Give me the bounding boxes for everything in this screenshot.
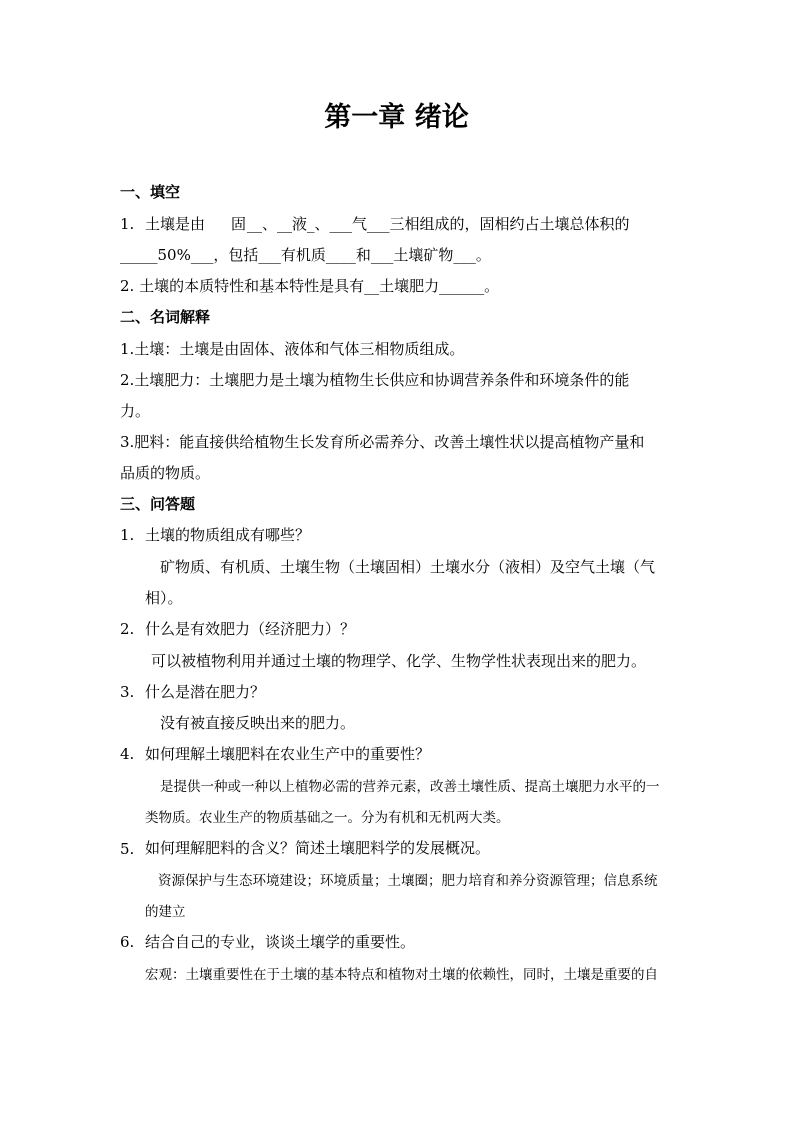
qa-a5-l2: 的建立 <box>145 904 186 920</box>
term-soil: 1.土壤：土壤是由固体、液体和气体三相物质组成。 <box>120 340 465 358</box>
fill-q1-line2: _____50%___，包括___有机质____和___土壤矿物___。 <box>120 246 491 264</box>
section-heading-qa: 三、问答题 <box>120 495 196 513</box>
qa-q2-number: 2. <box>120 620 135 638</box>
qa-q5: 如何理解肥料的含义？简述土壤肥料学的发展概况。 <box>145 839 491 857</box>
fill-q2: 2. 土壤的本质特性和基本特性是具有__土壤肥力______。 <box>120 277 500 295</box>
qa-q3: 什么是潜在肥力？ <box>145 683 266 701</box>
term-fertilizer-l2: 品质的物质。 <box>120 464 211 482</box>
qa-q4-number: 4. <box>120 745 135 763</box>
fill-q1-text-c: __、__液_、___气___三相组成的，固相约占土壤总体积的 <box>247 215 630 233</box>
qa-q1-number: 1. <box>120 526 135 544</box>
qa-q1: 土壤的物质组成有哪些？ <box>145 526 311 544</box>
qa-q5-number: 5. <box>120 840 135 858</box>
qa-q6: 结合自己的专业，谈谈土壤学的重要性。 <box>145 933 416 951</box>
qa-q3-number: 3. <box>120 683 135 701</box>
qa-q2: 什么是有效肥力（经济肥力）？ <box>145 620 356 638</box>
qa-a5-l1: 资源保护与生态环境建设；环境质量；土壤圈；肥力培育和养分资源管理；信息系统 <box>158 873 658 889</box>
fill-q1-text-b: 固 <box>231 215 247 233</box>
term-soil-fertility-l1: 2.土壤肥力：土壤肥力是土壤为植物生长供应和协调营养条件和环境条件的能 <box>120 371 630 389</box>
term-soil-fertility-l2: 力。 <box>120 402 151 420</box>
section-heading-terms: 二、名词解释 <box>120 308 211 326</box>
fill-q1-number: 1. <box>120 215 135 233</box>
term-fertilizer-l1: 3.肥料：能直接供给植物生长发育所必需养分、改善土壤性状以提高植物产量和 <box>120 433 645 451</box>
qa-q4: 如何理解土壤肥料在农业生产中的重要性？ <box>145 745 431 763</box>
qa-a6-l1: 宏观：土壤重要性在于土壤的基本特点和植物对土壤的依赖性，同时，土壤是重要的自 <box>145 967 658 983</box>
qa-a2: 可以被植物利用并通过土壤的物理学、化学、生物学性状表现出来的肥力。 <box>151 652 647 670</box>
fill-q1-text-a: 土壤是由 <box>145 215 206 233</box>
qa-a3: 没有被直接反映出来的肥力。 <box>160 714 356 732</box>
chapter-title: 第一章 绪论 <box>324 102 469 133</box>
qa-a4-l1: 是提供一种或一种以上植物必需的营养元素，改善土壤性质、提高土壤肥力水平的一 <box>160 779 660 795</box>
qa-a4-l2: 类物质。农业生产的物质基础之一。分为有机和无机两大类。 <box>145 810 510 826</box>
qa-a1-l1: 矿物质、有机质、土壤生物（土壤固相）土壤水分（液相）及空气土壤（气 <box>160 558 656 576</box>
qa-q6-number: 6. <box>120 933 135 951</box>
qa-a1-l2: 相）。 <box>145 589 183 607</box>
section-heading-fill-blank: 一、填空 <box>120 183 181 201</box>
